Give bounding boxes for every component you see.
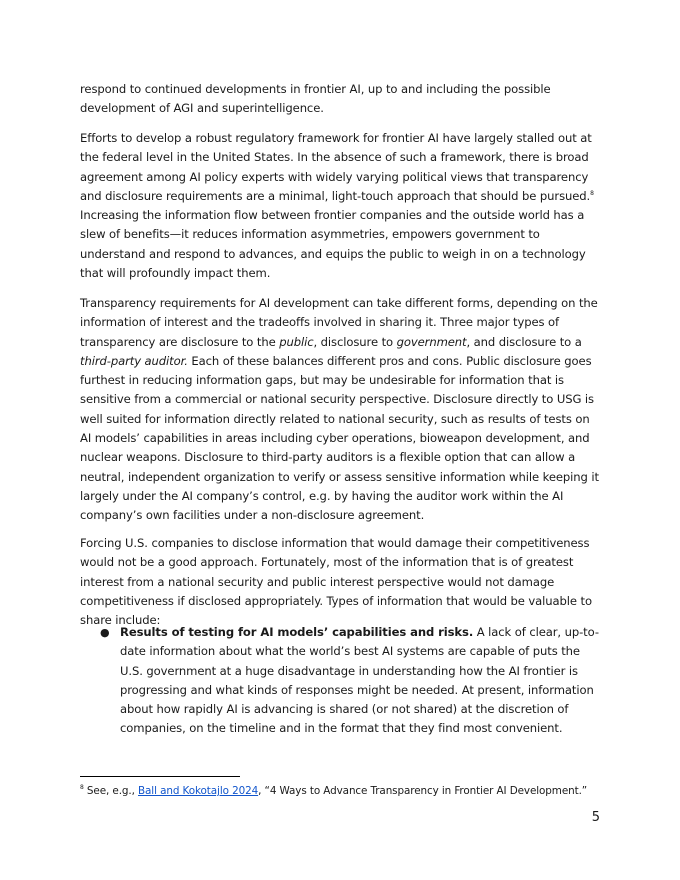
paragraph-2-continuation: Increasing the information flow between frontier companies and the outside world has a slew of benefits—it reduces information asymmetries, empowers government to understand and respond to advances, and equips the public to weigh in on a technology that will profoundly impact them.: [80, 208, 586, 281]
page-number: 5: [591, 810, 600, 825]
footnote-link[interactable]: Ball and Kokotajlo 2024: [138, 785, 259, 797]
paragraph-3: [80, 294, 600, 526]
footnote-number: 8: [80, 784, 84, 791]
paragraph-3-text-b: , disclosure to: [313, 334, 397, 349]
list-item: [80, 623, 600, 739]
paragraph-2: [80, 129, 600, 283]
bullet-list: [80, 623, 600, 739]
footnote-divider: [80, 776, 240, 777]
emphasis-third-party-auditor: third-party auditor.: [80, 353, 188, 368]
footnote-suffix: , “4 Ways to Advance Transparency in Frontier AI Development.”: [258, 785, 588, 797]
emphasis-government: government: [396, 334, 467, 349]
emphasis-public: public: [279, 334, 314, 349]
footnote: [80, 784, 620, 798]
footnote-ref[interactable]: 8: [590, 189, 594, 197]
bullet-text: A lack of clear, up-to-date information about what the world’s best AI systems are capable of puts the U.S. government at a huge disadvantage in understanding how the AI frontier is progressing and what kinds of responses might be needed. At present, information about how rapidly AI is advancing is shared (or not shared) at the discretion of companies, on the timeline and in the format that they find most convenient.: [120, 625, 599, 736]
paragraph-1-text: respond to continued developments in frontier AI, up to and including the possible development of AGI and superintelligence.: [80, 82, 551, 116]
bullet-heading: Results of testing for AI models’ capabilities and risks.: [120, 625, 474, 639]
paragraph-4-text: Forcing U.S. companies to disclose information that would damage their competitiveness would not be a good approach. Fortunately, most of the information that is of greatest interest from a national security and public interest perspective would not damage competitiveness if disclosed appropriately. Types of information that would be valuable to share include:: [80, 536, 592, 628]
paragraph-3-text-c: , and disclosure to a: [466, 334, 582, 349]
paragraph-3-text-d: Each of these balances different pros and cons. Public disclosure goes furthest in reducing information gaps, but may be undesirable for information that is sensitive from a commercial or national security perspective. Disclosure directly to USG is well suited for information directly related to national security, such as results of tests on AI models’ capabilities in areas including cyber operations, bioweapon development, and nuclear weapons. Disclosure to third-party auditors is a flexible option that can allow a neutral, independent organization to verify or assess sensitive information while keeping it largely under the AI company’s control, e.g. by having the auditor work within the AI company’s own facilities under a non-disclosure agreement.: [80, 353, 599, 523]
footnote-prefix: See, e.g.,: [83, 785, 139, 797]
bullet-icon: ●: [100, 626, 110, 639]
paragraph-1: [80, 80, 600, 119]
paragraph-3-text-a: Transparency requirements for AI development can take different forms, depending on the information of interest and the tradeoffs involved in sharing it. Three major types of transparency are disclosure to the: [80, 296, 598, 349]
paragraph-2-text: Efforts to develop a robust regulatory framework for frontier AI have largely stalled out at the federal level in the United States. In the absence of such a framework, there is broad agreement among AI policy experts with widely varying political views that transparency and disclosure requirements are a minimal, light-touch approach that should be pursued.: [80, 131, 592, 203]
paragraph-4: [80, 534, 600, 630]
